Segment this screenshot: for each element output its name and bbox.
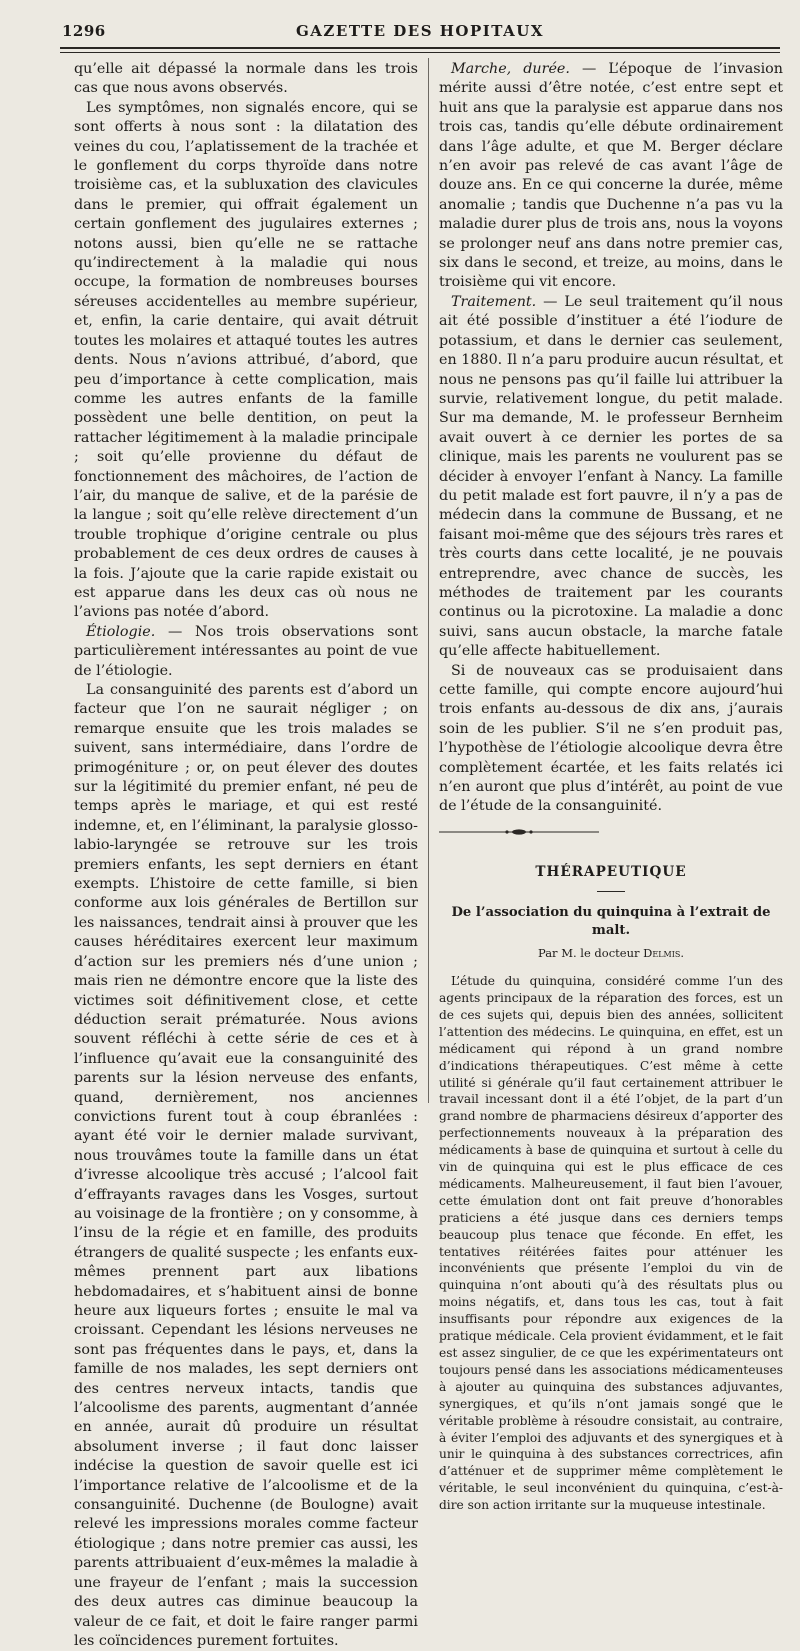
paragraph: Les symptômes, non signalés encore, qui se sont offerts à nous sont : la dilatation des veines du cou, l’aplatissement de la trachée et le gonflement du corps thyroïde dans notre troisième cas, et la subluxation des clavicules dans le premier, qui offrait également un certain gonflement des jugulaires externes ; notons aussi, bien qu’elle ne se rattache qu’indirectement à la maladie qui nous occupe, la formation de nombreuses bourses séreuses accidentelles au membre supérieur, et, enfin, la carie dentaire, qui avait détruit toutes les molaires et attaqué toutes les autres dents. Nous n’avions attribué, d’abord, que peu d’importance à cette complication, mais comme les autres enfants de la famille possèdent une belle dentition, on peut la rattacher légitimement à la maladie principale ; soit qu’elle provienne du défaut de fonctionnement des mâchoires, de l’action de l’air, du manque de salive, et de la parésie de la langue ; soit qu’elle relève directement d’un trouble trophique d’origine centrale ou plus probablement de ces deux ordres de causes à la fois. J’ajoute que la carie rapide existait ou est apparue dans les deux cas où nous ne l’avions pas notée d’abord. bbox=[74, 99, 418, 621]
paragraph bbox=[439, 60, 783, 293]
paragraph bbox=[439, 293, 783, 662]
page-header bbox=[60, 20, 780, 44]
right-column bbox=[439, 60, 783, 1514]
page-number: 1296 bbox=[62, 22, 106, 40]
left-column bbox=[74, 60, 418, 1651]
byline-suffix: . bbox=[680, 945, 685, 960]
section-title: THÉRAPEUTIQUE bbox=[535, 864, 687, 881]
section-ornament bbox=[439, 829, 599, 835]
article-body bbox=[439, 973, 783, 1514]
byline-prefix: Par M. le docteur bbox=[537, 945, 644, 960]
paragraph-label: Marche, durée. bbox=[451, 61, 570, 77]
journal-title: GAZETTE DES HOPITAUX bbox=[295, 22, 544, 40]
section-divider bbox=[597, 891, 625, 892]
byline-author: Delmis bbox=[643, 945, 681, 960]
paragraph: Si de nouveaux cas se produisaient dans cette famille, qui compte encore aujourd’hui trois enfants au-dessous de dix ans, j’aurais soin de les publier. S’il ne s’en produit pas, l’hypothèse de l’étiologie alcoolique devra être complètement écartée, et les faits relatés ici n’en auront que plus d’intérêt, au point de vue de l’étude de la consanguinité. bbox=[439, 662, 783, 815]
paragraph: L’étude du quinquina, considéré comme l’un des agents principaux de la réparation des forces, est un de ces sujets qui, depuis bien des années, sollicitent l’attention des médecins. Le quinquina, en effet, est un médicament qui répond à un grand nombre d’indications thérapeutiques. C’est même à cette utilité si générale qu’il faut certainement attribuer le travail incessant dont il a été l’objet, de la part d’un grand nombre de pharmaciens désireux d’apporter des perfectionnements nouveaux à la préparation des médicaments à base de quinquina et surtout à celle du vin de quinquina qui est le plus efficace de ces médicaments. Malheureusement, il faut bien l’avouer, cette émulation dont ont fait preuve d’honorables praticiens a été jusque dans ces derniers temps beaucoup plus tenace que féconde. En effet, les tentatives réitérées faites pour atténuer les inconvénients que présente l’emploi du vin de quinquina n’ont abouti qu’à des résultats plus ou moins négatifs, et, dans tous les cas, tout à fait insuffisants pour répondre aux exigences de la pratique médicale. Cela provient évidamment, et le fait est assez singulier, de ce que les expérimentateurs ont toujours pensé dans les associations médicamenteuses à ajouter au quinquina des substances adjuvantes, synergiques, et qu’ils n’ont jamais songé que le véritable problème à résoudre consistait, au contraire, à éviter l’emploi des adjuvants et des synergiques et à unir le quinquina à des substances correctrices, afin d’atténuer et de supprimer même complètement le véritable, le seul inconvénient du quinquina, c’est-à-dire son action irritante sur la muqueuse intestinale. bbox=[439, 974, 783, 1513]
article-title: De l’association du quinquina à l’extrait de malt. bbox=[451, 904, 771, 938]
paragraph: qu’elle ait dépassé la normale dans les trois cas que nous avons observés. bbox=[74, 61, 418, 97]
paragraph bbox=[74, 623, 418, 681]
paragraph-label: Traitement. bbox=[451, 293, 537, 310]
paragraph: La consanguinité des parents est d’abord un facteur que l’on ne saurait négliger ; on remarque ensuite que les trois malades se suivent, sans intermédiaire, dans l’ordre de primogéniture ; or, on peut élever des doutes sur la légitimité du premier enfant, né peu de temps après le mariage, et qui est resté indemne, et, en l’éliminant, la paralysie glosso-labio-laryngée se retrouve sur les trois premiers enfants, les sept derniers en étant exempts. L’histoire de cette famille, si bien conforme aux lois générales de Bertillon sur les naissances, tendrait ainsi à prouver que les causes héréditaires exercent leur maximum d’action sur les premiers nés d’une union ; mais rien ne démontre encore que la liste des victimes soit définitivement close, et cette déduction serait prématurée. Nous avions souvent réfléchi à cette série de ces et à l’influence qu’avait eue la consanguinité des parents sur la lésion nerveuse des enfants, quand, dernièrement, nos anciennes convictions furent tout à coup ébranlées : ayant été voir le dernier malade survivant, nous trouvâmes toute la famille dans un état d’ivresse alcoolique très accusé ; l’alcool fait d’effrayants ravages dans les Vosges, surtout au voisinage de la frontière ; on y consomme, à l’insu de la régie et en famille, des produits étrangers de qualité suspecte ; les enfants eux-mêmes prennent part aux libations hebdomadaires, et s’habituent ainsi de bonne heure aux liqueurs fortes ; ensuite le mal va croissant. Cependant les lésions nerveuses ne sont pas fréquentes dans le pays, et, dans la famille de nos malades, les sept derniers ont des centres nerveux intacts, tandis que l’alcoolisme des parents, augmentant d’année en année, aurait dû produire un résultat absolument inverse ; il faut donc laisser indécise la question de savoir quelle est ici l’importance relative de l’alcoolisme et de la consanguinité. Duchenne (de Boulogne) avait relevé les impressions morales comme facteur étiologique ; dans notre premier cas aussi, les parents attribuaient d’eux-mêmes la maladie à une frayeur de l’enfant ; mais la succession des deux autres cas diminue beaucoup la valeur de ce fait, et doit le faire ranger parmi les coïncidences purement fortuites. bbox=[74, 682, 418, 1649]
paragraph-text: — Nos trois observations sont particulièrement intéressantes au point de vue de l’étiologie. bbox=[74, 623, 418, 679]
paragraph-label: Étiologie. bbox=[86, 623, 156, 640]
column-divider bbox=[428, 58, 429, 1103]
header-rule-thin bbox=[60, 52, 780, 53]
article-byline bbox=[439, 944, 783, 963]
header-rule-thick bbox=[60, 47, 780, 49]
paragraph-text: — L’époque de l’invasion mérite aussi d’être notée, c’est entre sept et huit ans que la paralysie est apparue dans nos trois cas, tandis qu’elle débute ordinairement dans l’âge adulte, et que M. Berger déclare n’en avoir pas relevé de cas avant l’âge de douze ans. En ce qui concerne la durée, même anomalie ; tandis que Duchenne n’a pas vu la maladie durer plus de trois ans, nous la voyons se prolonger neuf ans dans notre premier cas, six dans le second, et treize, au moins, dans le troisième qui vit encore. bbox=[439, 61, 783, 291]
paragraph-text: — Le seul traitement qu’il nous ait été possible d’instituer a été l’iodure de potassium, et dans le dernier cas seulement, en 1880. Il n’a paru produire aucun résultat, et nous ne pensons pas qu’il faille lui attribuer la survie, relativement longue, du petit malade. Sur ma demande, M. le professeur Bernheim avait ouvert à ce dernier les portes de sa clinique, mais les parents ne voulurent pas se décider à envoyer l’enfant à Nancy. La famille du petit malade est fort pauvre, il n’y a pas de médecin dans la commune de Bussang, et ne faisant moi-même que des séjours très rares et très courts dans cette localité, je ne pouvais entreprendre, avec chance de succès, les méthodes de traitement par les courants continus ou la picrotoxine. La maladie a donc suivi, sans aucun obstacle, la marche fatale qu’elle affecte habituellement. bbox=[439, 293, 783, 660]
